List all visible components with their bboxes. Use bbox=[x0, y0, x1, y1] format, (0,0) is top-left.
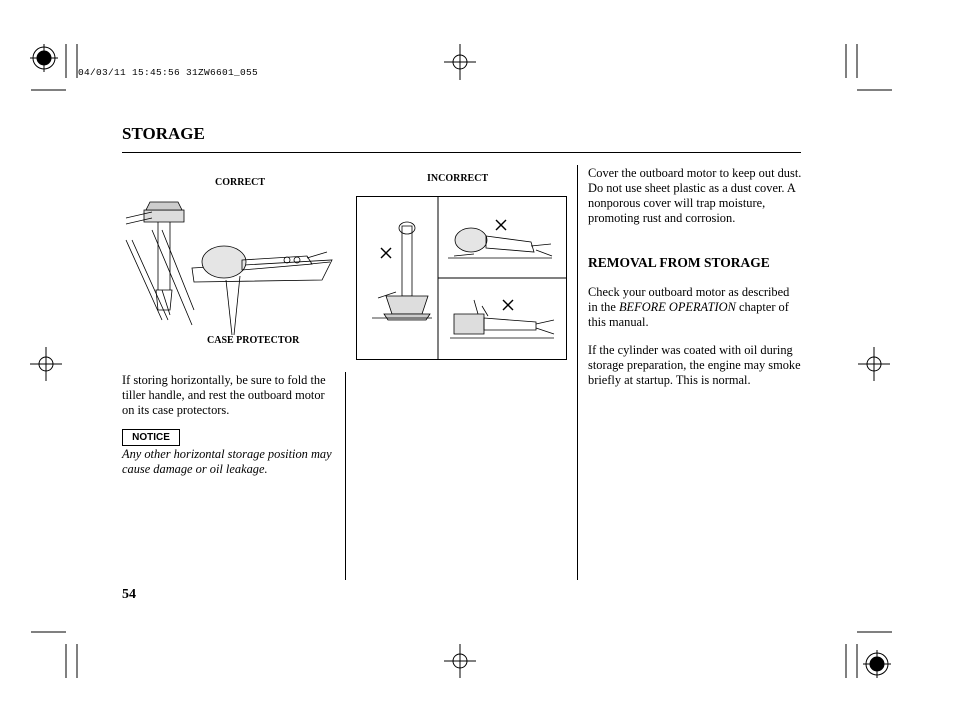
notice-badge: NOTICE bbox=[122, 429, 180, 446]
cylinder-oil-paragraph: If the cylinder was coated with oil during storage preparation, the engine may smoke briefly at startup. This is normal. bbox=[588, 343, 801, 387]
registration-target-icon bbox=[30, 44, 58, 72]
page-number: 54 bbox=[122, 587, 136, 602]
notice-text: Any other horizontal storage position may cause damage or oil leakage. bbox=[122, 447, 332, 476]
correct-storage-illustration bbox=[122, 190, 342, 350]
label-case-protector: CASE PROTECTOR bbox=[207, 335, 300, 346]
check-paragraph bbox=[588, 285, 802, 330]
incorrect-x-icon bbox=[381, 248, 391, 258]
page-title: STORAGE bbox=[122, 124, 205, 143]
incorrect-x-icon bbox=[496, 220, 506, 230]
print-stamp: 04/03/11 15:45:56 31ZW6601_055 bbox=[78, 67, 259, 78]
check-paragraph-start: Check your outboard motor as described in the bbox=[588, 285, 790, 314]
incorrect-storage-illustration bbox=[356, 196, 568, 361]
label-correct: CORRECT bbox=[215, 177, 266, 188]
before-operation-reference: BEFORE OPERATION bbox=[618, 300, 736, 314]
column-divider bbox=[577, 165, 578, 580]
crosshair-icon bbox=[30, 347, 62, 381]
check-paragraph-end: chapter of this manual. bbox=[588, 300, 789, 329]
column-divider bbox=[345, 372, 346, 580]
registration-target-icon bbox=[863, 650, 891, 678]
title-rule bbox=[122, 152, 801, 153]
crosshair-icon bbox=[858, 347, 890, 381]
cover-paragraph: Cover the outboard motor to keep out dust. Do not use sheet plastic as a dust cover. A nonporous cover will trap moisture, promoting rust and corrosion. bbox=[588, 166, 802, 225]
crosshair-icon bbox=[444, 44, 476, 80]
incorrect-x-icon bbox=[503, 300, 513, 310]
crosshair-icon bbox=[444, 644, 476, 678]
horizontal-storage-paragraph: If storing horizontally, be sure to fold the tiller handle, and rest the outboard motor on its case protectors. bbox=[122, 373, 326, 417]
section-heading: REMOVAL FROM STORAGE bbox=[588, 255, 770, 270]
label-incorrect: INCORRECT bbox=[427, 173, 489, 184]
